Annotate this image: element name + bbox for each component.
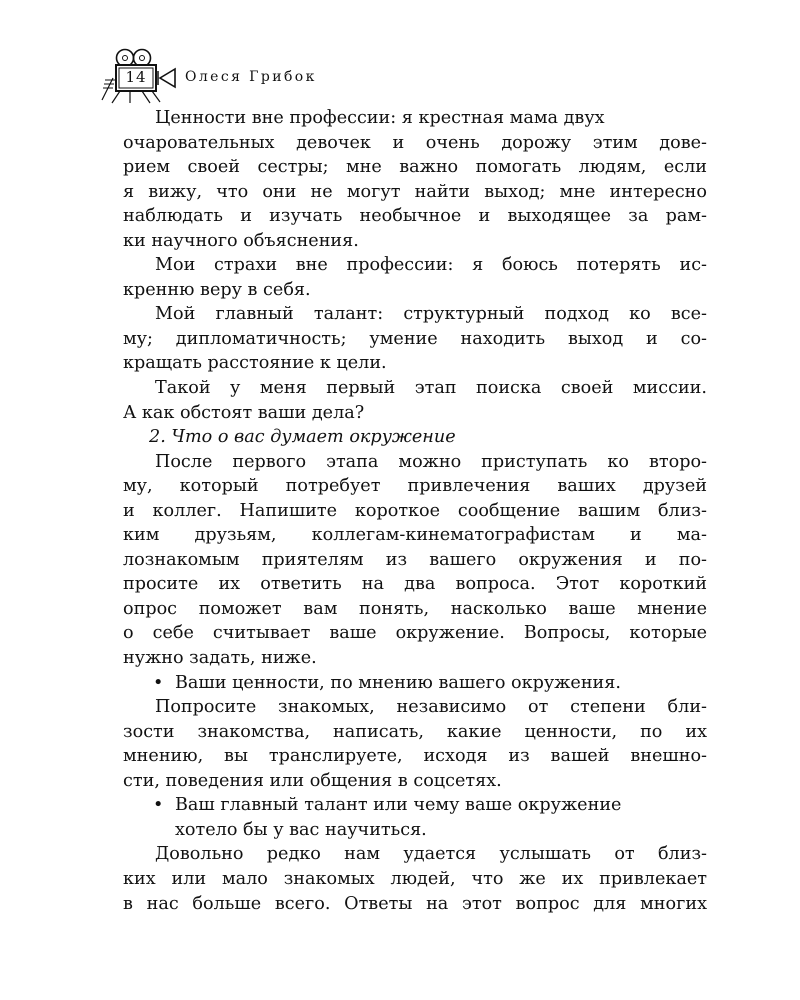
author-running-head: Олеся Грибок	[185, 69, 317, 85]
text-line: сти, поведения или общения в соцсетях.	[123, 770, 502, 791]
text-line: и коллег. Напишите короткое сообщение вашим близ-	[123, 500, 707, 521]
page-number: 14	[125, 68, 147, 86]
bullet-marker: •	[153, 672, 164, 693]
text-line: хотело бы у вас научиться.	[175, 819, 427, 840]
text-line: кращать расстояние к цели.	[123, 353, 387, 374]
text-line: очаровательных девочек и очень дорожу этим дове-	[123, 132, 707, 153]
running-header	[100, 48, 700, 104]
text-line: нужно задать, ниже.	[123, 648, 317, 669]
bullet-item	[123, 671, 707, 696]
text-line: о себе считывает ваше окружение. Вопросы, которые	[123, 623, 707, 644]
text-line: Довольно редко нам удается услышать от близ-	[155, 844, 707, 865]
text-line: я вижу, что они не могут найти выход; мне интересно	[123, 181, 707, 202]
text-line: опрос поможет вам понять, насколько ваше мнение	[123, 598, 707, 619]
text-line: зости знакомства, написать, какие ценности, по их	[123, 721, 707, 742]
bullet-text: Ваши ценности, по мнению вашего окружения.	[175, 672, 621, 693]
text-line: рием своей сестры; мне важно помогать людям, если	[123, 157, 707, 178]
text-line: Мой главный талант: структурный подход ко все-	[155, 304, 707, 325]
section-heading: 2. Что о вас думает окружение	[149, 427, 456, 448]
bullet-text: Ваш главный талант или чему ваше окружение	[175, 795, 622, 816]
text-line: ким друзьям, коллегам-кинематографистам и ма-	[123, 525, 707, 546]
text-line: Ценности вне профессии: я крестная мама двух	[155, 108, 605, 128]
bullet-marker: •	[153, 795, 164, 816]
text-line: Мои страхи вне профессии: я боюсь потерять ис-	[155, 255, 707, 276]
text-line: ких или мало знакомых людей, что же их привлекает	[123, 868, 707, 889]
text-line: А как обстоят ваши дела?	[123, 402, 365, 423]
text-line: мнению, вы транслируете, исходя из вашей внешно-	[123, 746, 707, 767]
page-body	[123, 106, 707, 916]
text-line: в нас больше всего. Ответы на этот вопрос для многих	[123, 893, 707, 914]
text-line: лознакомым приятелям из вашего окружения и по-	[123, 549, 707, 570]
text-line: просите их ответить на два вопроса. Этот короткий	[123, 574, 707, 595]
text-line: му; дипломатичность; умение находить выход и со-	[123, 328, 707, 349]
bullet-item	[123, 793, 707, 818]
text-line: наблюдать и изучать необычное и выходящее за рам-	[123, 206, 707, 227]
text-line: Такой у меня первый этап поиска своей миссии.	[155, 378, 707, 399]
text-line: кренню веру в себя.	[123, 279, 311, 300]
text-line: После первого этапа можно приступать ко второ-	[155, 451, 707, 472]
text-line: му, который потребует привлечения ваших друзей	[123, 476, 707, 497]
text-line: ки научного объяснения.	[123, 230, 359, 251]
text-line: Попросите знакомых, независимо от степени бли-	[155, 697, 707, 718]
